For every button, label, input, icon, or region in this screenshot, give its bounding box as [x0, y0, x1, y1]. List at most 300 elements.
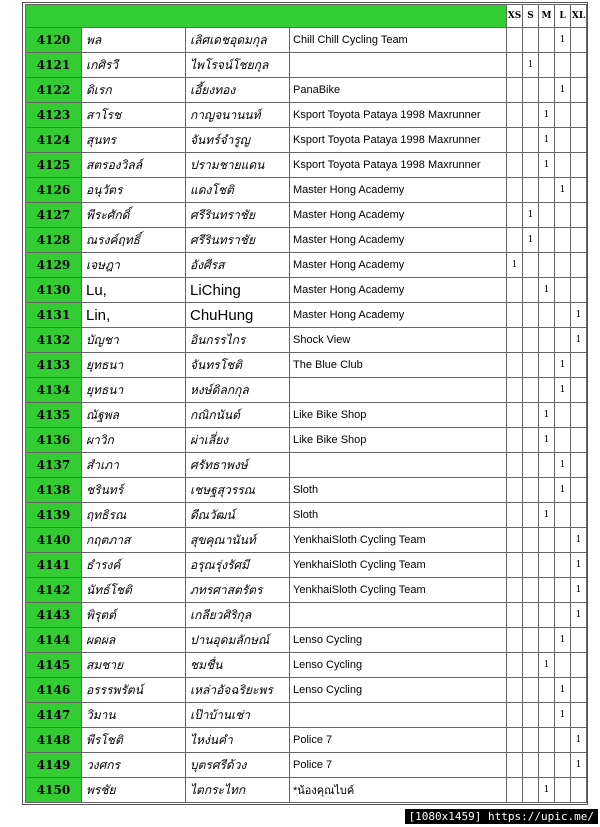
size-m-qty: 1 [539, 503, 555, 528]
size-s-qty [523, 528, 539, 553]
table-row [26, 78, 587, 103]
size-xl-qty [571, 503, 587, 528]
size-m-qty [539, 328, 555, 353]
size-s-qty [523, 253, 539, 278]
first-name: บัญชา [82, 328, 186, 353]
team-name [290, 453, 507, 478]
size-xs-qty [507, 478, 523, 503]
last-name: ไหง่นคำ [186, 728, 290, 753]
size-l-qty: 1 [555, 478, 571, 503]
size-xs-qty [507, 103, 523, 128]
size-xl-qty [571, 103, 587, 128]
team-name: Master Hong Academy [290, 303, 507, 328]
size-s-qty [523, 453, 539, 478]
size-m-qty [539, 53, 555, 78]
size-l-qty: 1 [555, 353, 571, 378]
last-name: เกลียวศิริกุล [186, 603, 290, 628]
size-l-qty: 1 [555, 178, 571, 203]
size-s-qty: 1 [523, 203, 539, 228]
team-name: Shock View [290, 328, 507, 353]
size-m-qty [539, 303, 555, 328]
size-m-qty [539, 178, 555, 203]
size-s-qty [523, 28, 539, 53]
team-name: Lenso Cycling [290, 678, 507, 703]
size-m-qty: 1 [539, 403, 555, 428]
size-l-qty [555, 228, 571, 253]
table-row [26, 478, 587, 503]
size-s-qty [523, 478, 539, 503]
row-number: 4137 [26, 453, 82, 478]
team-name: Lenso Cycling [290, 653, 507, 678]
row-number: 4149 [26, 753, 82, 778]
last-name: ภทรศาสตรัตร [186, 578, 290, 603]
last-name: กาญจนานนท์ [186, 103, 290, 128]
size-l-qty [555, 528, 571, 553]
last-name: ศรีรินทราชัย [186, 203, 290, 228]
header-size-l: L [555, 5, 571, 28]
size-xs-qty [507, 128, 523, 153]
size-xl-qty: 1 [571, 553, 587, 578]
team-name [290, 603, 507, 628]
row-number: 4140 [26, 528, 82, 553]
table-row [26, 153, 587, 178]
size-l-qty [555, 303, 571, 328]
team-name: Sloth [290, 478, 507, 503]
size-s-qty [523, 753, 539, 778]
size-xs-qty [507, 353, 523, 378]
size-xs-qty [507, 728, 523, 753]
team-name [290, 378, 507, 403]
last-name: ปรามชายแดน [186, 153, 290, 178]
table-row [26, 653, 587, 678]
size-xs-qty [507, 503, 523, 528]
team-name: Master Hong Academy [290, 228, 507, 253]
team-name: Master Hong Academy [290, 178, 507, 203]
header-green-bar [26, 5, 507, 28]
size-xl-qty [571, 378, 587, 403]
team-name: *น้องคุณไบค์ [290, 778, 507, 803]
team-name: Master Hong Academy [290, 278, 507, 303]
last-name: เป๊าบ้านเช่า [186, 703, 290, 728]
size-m-qty [539, 578, 555, 603]
size-xl-qty [571, 28, 587, 53]
size-xl-qty [571, 453, 587, 478]
size-l-qty: 1 [555, 453, 571, 478]
first-name: ณรงค์ฤทธิ์ [82, 228, 186, 253]
size-m-qty [539, 703, 555, 728]
row-number: 4136 [26, 428, 82, 453]
first-name: ยุทธนา [82, 378, 186, 403]
last-name: ดีณวัฒน์ [186, 503, 290, 528]
size-xs-qty [507, 178, 523, 203]
size-xs-qty [507, 453, 523, 478]
size-l-qty [555, 578, 571, 603]
last-name: กณิกนันต์ [186, 403, 290, 428]
row-number: 4141 [26, 553, 82, 578]
team-name: YenkhaiSloth Cycling Team [290, 553, 507, 578]
size-xs-qty [507, 653, 523, 678]
watermark: [1080x1459] https://upic.me/ [405, 809, 598, 824]
table-row [26, 278, 587, 303]
size-l-qty [555, 753, 571, 778]
size-l-qty [555, 428, 571, 453]
size-s-qty [523, 328, 539, 353]
size-xl-qty [571, 178, 587, 203]
size-m-qty [539, 378, 555, 403]
size-m-qty [539, 253, 555, 278]
team-name: Chill Chill Cycling Team [290, 28, 507, 53]
table-row [26, 53, 587, 78]
size-l-qty: 1 [555, 703, 571, 728]
size-l-qty [555, 203, 571, 228]
first-name: ผาวิก [82, 428, 186, 453]
row-number: 4144 [26, 628, 82, 653]
row-number: 4128 [26, 228, 82, 253]
row-number: 4124 [26, 128, 82, 153]
size-xl-qty [571, 278, 587, 303]
row-number: 4145 [26, 653, 82, 678]
size-s-qty [523, 278, 539, 303]
size-l-qty [555, 153, 571, 178]
last-name: อังศีรส [186, 253, 290, 278]
team-name [290, 53, 507, 78]
table-row [26, 678, 587, 703]
size-s-qty [523, 303, 539, 328]
size-s-qty [523, 578, 539, 603]
size-l-qty [555, 403, 571, 428]
team-name: Master Hong Academy [290, 203, 507, 228]
row-number: 4130 [26, 278, 82, 303]
header-size-s: S [523, 5, 539, 28]
size-l-qty [555, 278, 571, 303]
row-number: 4134 [26, 378, 82, 403]
first-name: ชรินทร์ [82, 478, 186, 503]
size-l-qty: 1 [555, 28, 571, 53]
size-s-qty [523, 603, 539, 628]
size-m-qty [539, 628, 555, 653]
size-l-qty [555, 503, 571, 528]
size-m-qty: 1 [539, 103, 555, 128]
size-m-qty: 1 [539, 653, 555, 678]
team-name: YenkhaiSloth Cycling Team [290, 528, 507, 553]
size-xs-qty [507, 378, 523, 403]
table-row [26, 603, 587, 628]
row-number: 4123 [26, 103, 82, 128]
row-number: 4122 [26, 78, 82, 103]
first-name: สาโรช [82, 103, 186, 128]
table-row [26, 728, 587, 753]
last-name: สุขคุณานันท์ [186, 528, 290, 553]
size-xl-qty: 1 [571, 753, 587, 778]
team-name: Ksport Toyota Pataya 1998 Maxrunner [290, 103, 507, 128]
size-m-qty [539, 478, 555, 503]
size-xs-qty [507, 203, 523, 228]
first-name: เกศิรวี [82, 53, 186, 78]
first-name: ฤทธิรณ [82, 503, 186, 528]
size-xl-qty [571, 678, 587, 703]
size-m-qty: 1 [539, 778, 555, 803]
size-l-qty: 1 [555, 378, 571, 403]
size-l-qty: 1 [555, 628, 571, 653]
size-m-qty: 1 [539, 128, 555, 153]
size-xl-qty [571, 428, 587, 453]
size-l-qty: 1 [555, 678, 571, 703]
size-xs-qty [507, 778, 523, 803]
size-m-qty [539, 603, 555, 628]
size-xs-qty [507, 303, 523, 328]
row-number: 4150 [26, 778, 82, 803]
first-name: พล [82, 28, 186, 53]
table-row [26, 128, 587, 153]
last-name: ไพโรจน์โชยกุล [186, 53, 290, 78]
size-m-qty [539, 78, 555, 103]
size-xs-qty [507, 553, 523, 578]
table-row [26, 578, 587, 603]
size-l-qty [555, 253, 571, 278]
team-name: Police 7 [290, 728, 507, 753]
first-name: อรรรพรัตน์ [82, 678, 186, 703]
first-name: สำเภา [82, 453, 186, 478]
team-name [290, 703, 507, 728]
last-name: เหล่าอัจฉริยะพร [186, 678, 290, 703]
size-s-qty: 1 [523, 53, 539, 78]
row-number: 4139 [26, 503, 82, 528]
last-name: อรุณรุ่งรัศมี [186, 553, 290, 578]
first-name: ยุทธนา [82, 353, 186, 378]
row-number: 4146 [26, 678, 82, 703]
row-number: 4135 [26, 403, 82, 428]
row-number: 4127 [26, 203, 82, 228]
size-s-qty [523, 128, 539, 153]
row-number: 4147 [26, 703, 82, 728]
size-m-qty: 1 [539, 428, 555, 453]
size-l-qty [555, 128, 571, 153]
header-size-xl: XL [571, 5, 587, 28]
size-xl-qty [571, 53, 587, 78]
size-m-qty [539, 528, 555, 553]
size-xl-qty [571, 478, 587, 503]
size-l-qty [555, 53, 571, 78]
first-name: พิรุตต์ [82, 603, 186, 628]
table-row [26, 103, 587, 128]
size-s-qty [523, 628, 539, 653]
first-name: วงศกร [82, 753, 186, 778]
size-m-qty [539, 28, 555, 53]
first-name: ธำรงค์ [82, 553, 186, 578]
row-number: 4143 [26, 603, 82, 628]
last-name: เชษฐสุวรรณ [186, 478, 290, 503]
size-xs-qty [507, 78, 523, 103]
last-name: บุตรศรีด้วง [186, 753, 290, 778]
size-s-qty [523, 353, 539, 378]
size-xs-qty [507, 578, 523, 603]
last-name: ศรีรินทราชัย [186, 228, 290, 253]
size-m-qty [539, 453, 555, 478]
first-name: ณัฐพล [82, 403, 186, 428]
table-header-row [26, 5, 587, 28]
row-number: 4129 [26, 253, 82, 278]
last-name: หงษ์ดิลกกุล [186, 378, 290, 403]
first-name: กฤตภาส [82, 528, 186, 553]
team-name: Like Bike Shop [290, 403, 507, 428]
team-name: Master Hong Academy [290, 253, 507, 278]
last-name: จันทร์จำรูญ [186, 128, 290, 153]
team-name: PanaBike [290, 78, 507, 103]
size-l-qty [555, 103, 571, 128]
last-name: LiChing [186, 278, 290, 303]
size-xs-qty [507, 153, 523, 178]
last-name: ผ่าเลี่ยง [186, 428, 290, 453]
table-row [26, 428, 587, 453]
last-name: อินกรรไกร [186, 328, 290, 353]
first-name: สมชาย [82, 653, 186, 678]
first-name: Lin, [82, 303, 186, 328]
size-xl-qty [571, 403, 587, 428]
team-name: Lenso Cycling [290, 628, 507, 653]
table-row [26, 703, 587, 728]
size-xl-qty [571, 353, 587, 378]
row-number: 4142 [26, 578, 82, 603]
table-row [26, 553, 587, 578]
size-xs-qty [507, 628, 523, 653]
table-row [26, 353, 587, 378]
size-xl-qty [571, 778, 587, 803]
table-row [26, 253, 587, 278]
first-name: อนุวัตร [82, 178, 186, 203]
size-s-qty [523, 728, 539, 753]
last-name: ชมชื่น [186, 653, 290, 678]
size-m-qty [539, 753, 555, 778]
last-name: ปานอุดมลักษณ์ [186, 628, 290, 653]
table-row [26, 778, 587, 803]
first-name: ผดผล [82, 628, 186, 653]
team-name: The Blue Club [290, 353, 507, 378]
size-m-qty [539, 728, 555, 753]
table-row [26, 753, 587, 778]
last-name: ChuHung [186, 303, 290, 328]
table-body [26, 28, 587, 803]
size-xl-qty [571, 628, 587, 653]
size-s-qty [523, 378, 539, 403]
size-m-qty: 1 [539, 278, 555, 303]
size-xl-qty [571, 153, 587, 178]
row-number: 4125 [26, 153, 82, 178]
table-row [26, 378, 587, 403]
header-size-m: M [539, 5, 555, 28]
row-number: 4132 [26, 328, 82, 353]
size-s-qty [523, 653, 539, 678]
size-s-qty [523, 403, 539, 428]
size-xl-qty [571, 228, 587, 253]
size-s-qty [523, 703, 539, 728]
team-name: Like Bike Shop [290, 428, 507, 453]
size-l-qty [555, 553, 571, 578]
table-row [26, 403, 587, 428]
size-xs-qty [507, 28, 523, 53]
table-row [26, 28, 587, 53]
size-xs-qty [507, 53, 523, 78]
team-name: Ksport Toyota Pataya 1998 Maxrunner [290, 128, 507, 153]
size-xl-qty: 1 [571, 303, 587, 328]
table-row [26, 303, 587, 328]
size-xs-qty [507, 228, 523, 253]
size-m-qty: 1 [539, 153, 555, 178]
size-xs-qty [507, 403, 523, 428]
size-s-qty [523, 78, 539, 103]
registration-table [25, 4, 587, 803]
row-number: 4126 [26, 178, 82, 203]
size-xs-qty [507, 703, 523, 728]
size-xl-qty [571, 653, 587, 678]
size-s-qty [523, 153, 539, 178]
first-name: Lu, [82, 278, 186, 303]
table-row [26, 178, 587, 203]
last-name: เอี้ยงทอง [186, 78, 290, 103]
size-xs-qty [507, 753, 523, 778]
size-l-qty [555, 728, 571, 753]
size-l-qty: 1 [555, 78, 571, 103]
team-name: Ksport Toyota Pataya 1998 Maxrunner [290, 153, 507, 178]
last-name: ไตกระไทก [186, 778, 290, 803]
table-row [26, 528, 587, 553]
size-m-qty [539, 353, 555, 378]
size-xl-qty [571, 703, 587, 728]
size-l-qty [555, 328, 571, 353]
first-name: พีรโชติ [82, 728, 186, 753]
size-xl-qty: 1 [571, 328, 587, 353]
size-xl-qty: 1 [571, 578, 587, 603]
size-s-qty [523, 678, 539, 703]
size-s-qty [523, 178, 539, 203]
size-m-qty [539, 553, 555, 578]
first-name: เจษฎา [82, 253, 186, 278]
last-name: แดงโชติ [186, 178, 290, 203]
last-name: ศรัทธาพงษ์ [186, 453, 290, 478]
size-m-qty [539, 203, 555, 228]
last-name: จันทรโชติ [186, 353, 290, 378]
table-row [26, 503, 587, 528]
size-s-qty: 1 [523, 228, 539, 253]
size-xs-qty [507, 678, 523, 703]
size-xl-qty [571, 128, 587, 153]
size-m-qty [539, 678, 555, 703]
size-s-qty [523, 778, 539, 803]
size-xs-qty [507, 428, 523, 453]
first-name: วิมาน [82, 703, 186, 728]
size-xl-qty [571, 203, 587, 228]
size-xs-qty [507, 328, 523, 353]
row-number: 4133 [26, 353, 82, 378]
row-number: 4131 [26, 303, 82, 328]
size-xl-qty: 1 [571, 728, 587, 753]
first-name: พีระศักดิ์ [82, 203, 186, 228]
table-row [26, 228, 587, 253]
size-xs-qty [507, 528, 523, 553]
size-l-qty [555, 778, 571, 803]
header-size-xs: XS [507, 5, 523, 28]
size-xl-qty: 1 [571, 528, 587, 553]
size-s-qty [523, 103, 539, 128]
size-xl-qty: 1 [571, 603, 587, 628]
size-l-qty [555, 653, 571, 678]
size-xl-qty [571, 78, 587, 103]
last-name: เลิศเดชอุดมกุล [186, 28, 290, 53]
first-name: นัทธ์โชติ [82, 578, 186, 603]
row-number: 4120 [26, 28, 82, 53]
team-name: Police 7 [290, 753, 507, 778]
team-name: YenkhaiSloth Cycling Team [290, 578, 507, 603]
size-l-qty [555, 603, 571, 628]
